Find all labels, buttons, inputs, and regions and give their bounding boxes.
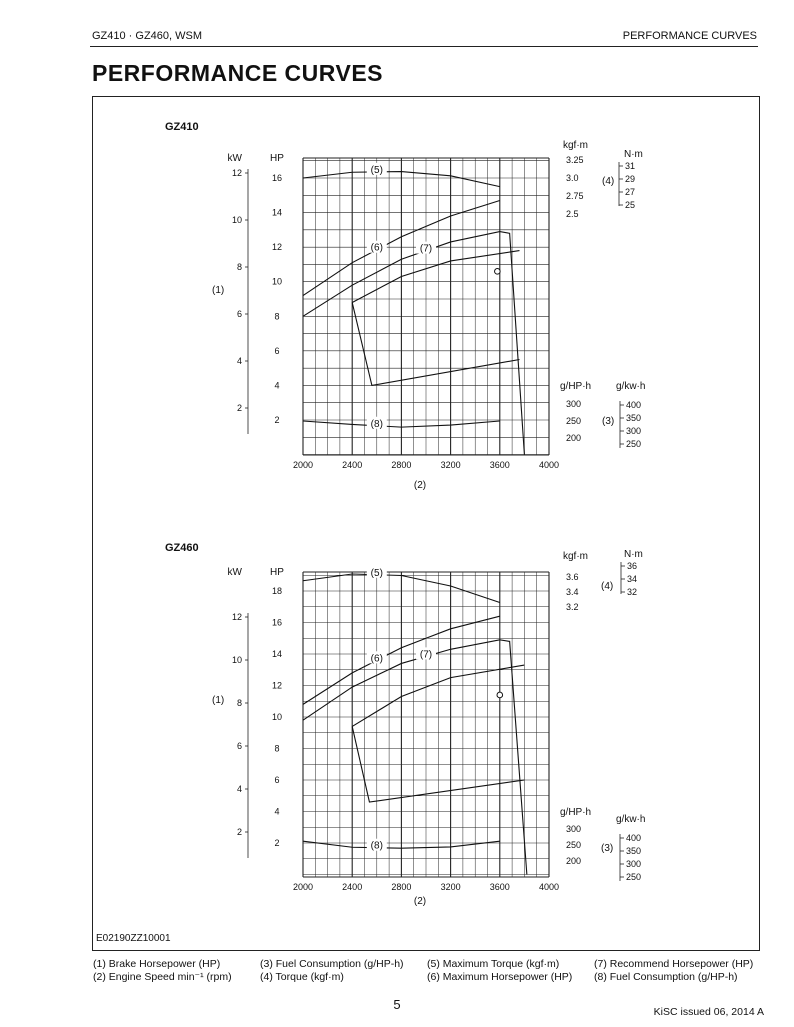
fuel-axis-label: (3) [601,843,614,854]
fuel-hp-tick-label: 200 [566,856,582,866]
hp-tick-label: 14 [271,649,283,659]
legend-column-4 [594,958,753,984]
hp-tick-label: 8 [274,311,280,322]
x-tick-label: 2400 [342,882,363,892]
nm-unit: N·m [624,149,643,160]
fuel-hp-unit: g/HP·h [560,381,592,392]
page-number: 5 [393,997,401,1012]
legend-item: (7) Recommend Horsepower (HP) [594,958,754,970]
fuel-kw-tick-label: 350 [626,413,642,423]
fuel-axis-label: (3) [602,416,615,427]
fuel-kw-unit: g/kw·h [616,814,646,825]
hp-tick-label: 2 [274,415,280,425]
kw-tick-label: 4 [236,356,242,366]
kw-tick-label: 10 [231,215,242,225]
series-label: (8) [370,840,383,852]
y-axis-label: (1) [212,695,225,706]
kw-tick-label: 2 [236,827,242,837]
legend-item: (8) Fuel Consumption (g/HP-h) [594,971,738,983]
series-label: (5) [370,567,383,579]
hp-tick-label: 16 [271,173,283,183]
x-axis-label: (2) [413,896,427,907]
fuel-hp-tick-label: 250 [566,416,582,426]
fuel-hp-tick-label: 300 [566,824,582,834]
series-line [303,640,527,875]
hp-tick-label: 10 [271,276,283,287]
curve-marker [497,692,503,698]
fuel-kw-tick-label: 400 [626,400,642,410]
hp-tick-label: 4 [274,380,280,391]
fuel-kw-tick-label: 250 [626,872,642,882]
x-tick-label: 3200 [440,882,461,892]
hp-tick-label: 6 [274,345,280,356]
legend-item: (6) Maximum Horsepower (HP) [427,971,573,983]
x-tick-label: 2800 [391,460,412,470]
nm-unit: N·m [624,549,643,560]
x-tick-label: 2000 [292,882,314,892]
torque-tick-label: 2.5 [566,209,579,219]
torque-tick-label: 3.4 [566,587,579,597]
fuel-kw-tick-label: 350 [626,846,642,856]
x-tick-label: 2800 [391,882,412,892]
legend-item: (3) Fuel Consumption (g/HP-h) [260,958,404,970]
torque-axis-label: (4) [601,581,614,592]
torque-axis-label: (4) [602,176,615,187]
series-label: (6) [370,242,383,254]
kw-unit: kW [227,567,242,578]
legend-column-2 [260,958,404,984]
nm-tick-label: 31 [625,161,636,171]
x-tick-label: 2400 [342,460,363,470]
hp-tick-label: 12 [271,242,283,253]
y-axis-label: (1) [212,285,225,296]
x-tick-label: 4000 [538,460,560,470]
series-label: (8) [370,418,383,430]
hp-tick-label: 10 [271,712,283,722]
fuel-hp-tick-label: 250 [566,840,582,850]
nm-tick-label: 36 [627,561,638,571]
series-label: (7) [419,243,433,255]
legend-item: (4) Torque (kgf·m) [260,971,344,983]
x-tick-label: 3600 [489,882,510,892]
kw-tick-label: 8 [236,262,242,272]
hp-tick-label: 2 [274,838,280,848]
issue-note: KiSC issued 06, 2014 A [653,1006,764,1018]
hp-unit: HP [270,153,284,164]
hp-tick-label: 12 [271,680,283,691]
x-tick-label: 2000 [292,460,314,470]
fuel-kw-unit: g/kw·h [616,381,646,392]
hp-tick-label: 6 [274,775,280,785]
figure-code: E02190ZZ10001 [96,933,171,944]
fuel-kw-tick-label: 300 [626,426,642,436]
x-tick-label: 3600 [489,460,510,470]
hp-tick-label: 14 [271,207,283,218]
legend-item: (2) Engine Speed min⁻¹ (rpm) [93,971,232,983]
nm-tick-label: 27 [625,187,636,197]
chart-title: GZ410 [165,121,199,133]
torque-tick-label: 3.2 [566,602,579,612]
torque-tick-label: 3.6 [566,572,579,582]
x-axis-label: (2) [413,480,427,491]
hp-tick-label: 16 [271,617,283,628]
legend-column-1 [93,958,232,984]
kw-tick-label: 10 [231,655,242,665]
series-label: (7) [419,649,433,661]
kw-tick-label: 12 [231,612,242,622]
kw-tick-label: 12 [231,168,242,178]
chart-title: GZ460 [165,542,199,554]
torque-tick-label: 2.75 [566,191,584,201]
torque-unit: kgf·m [563,140,588,151]
series-label: (6) [370,653,383,665]
hp-tick-label: 4 [274,806,280,817]
hp-tick-label: 18 [271,586,283,596]
kw-tick-label: 4 [236,784,242,794]
torque-tick-label: 3.0 [566,173,579,183]
kw-tick-label: 6 [236,309,242,319]
torque-tick-label: 3.25 [566,155,584,165]
fuel-kw-tick-label: 400 [626,833,642,843]
x-tick-label: 4000 [538,882,560,892]
kw-tick-label: 6 [236,741,242,751]
fuel-hp-tick-label: 200 [566,433,582,443]
legend-item: (1) Brake Horsepower (HP) [93,958,221,970]
fuel-kw-tick-label: 250 [626,439,642,449]
hp-unit: HP [270,567,284,578]
fuel-hp-unit: g/HP·h [560,807,592,818]
fuel-hp-tick-label: 300 [566,399,582,409]
header-left: GZ410 · GZ460, WSM [92,30,203,42]
nm-tick-label: 32 [627,587,638,597]
page-title: PERFORMANCE CURVES [92,60,383,86]
hp-tick-label: 8 [274,743,280,754]
legend-item: (5) Maximum Torque (kgf·m) [427,958,560,970]
kw-unit: kW [227,153,242,164]
nm-tick-label: 29 [625,174,636,184]
legend-column-3 [427,958,572,984]
nm-tick-label: 25 [625,200,636,210]
kw-tick-label: 8 [236,698,242,708]
header-right: PERFORMANCE CURVES [622,30,757,42]
kw-tick-label: 2 [236,403,242,413]
x-tick-label: 3200 [440,460,461,470]
torque-unit: kgf·m [563,551,588,562]
fuel-kw-tick-label: 300 [626,859,642,869]
nm-tick-label: 34 [627,574,638,584]
series-label: (5) [370,164,383,176]
